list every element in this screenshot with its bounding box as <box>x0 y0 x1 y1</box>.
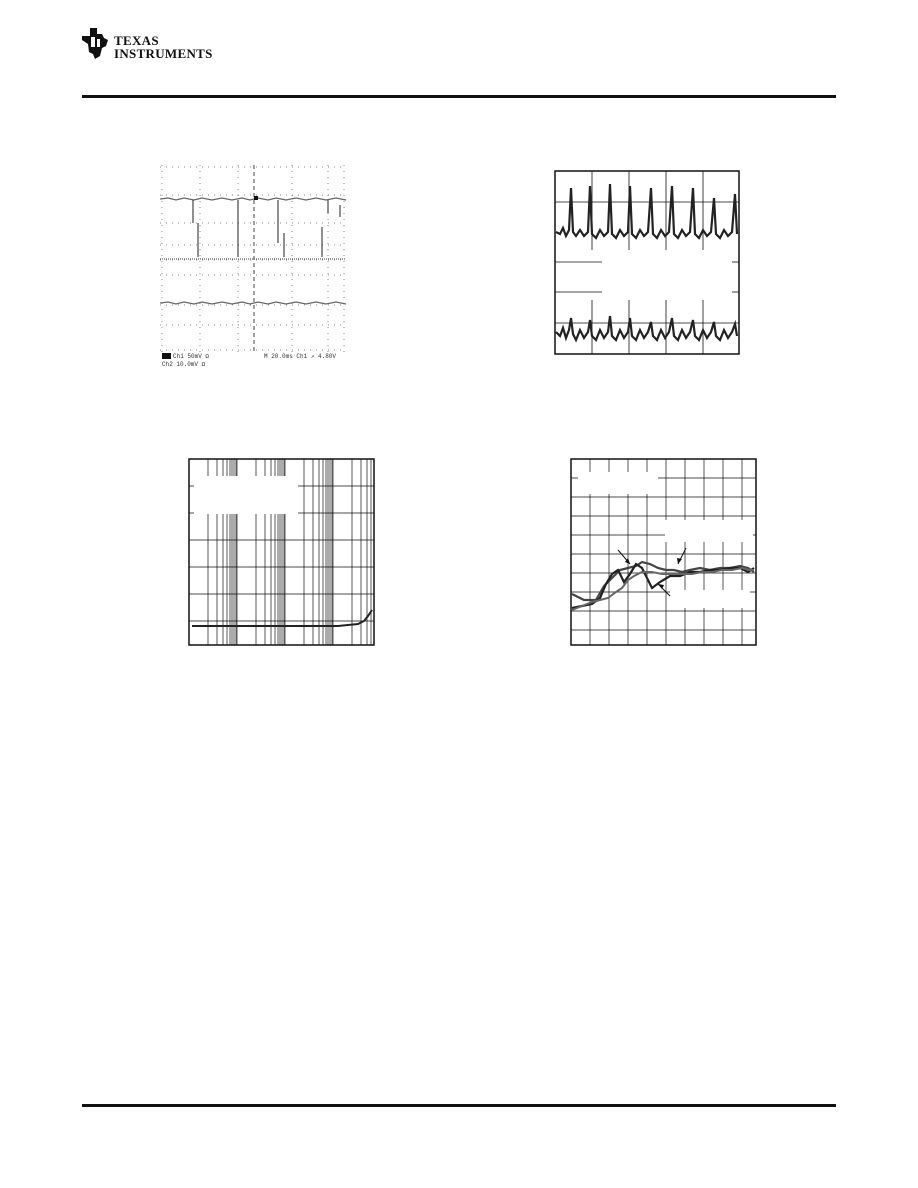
brand-line-2: INSTRUMENTS <box>114 46 213 61</box>
scope-readout-ch1: Ch1 50mV Ω <box>173 353 210 360</box>
multi-curve-plot <box>570 458 760 648</box>
scope-readout-ch2: Ch2 10.0mV Ω <box>162 361 206 368</box>
spike-waveform-plot <box>554 170 744 356</box>
texas-instruments-logo <box>80 26 230 66</box>
brand-wordmark <box>114 34 213 60</box>
brand-line-1: TEXAS <box>114 33 159 48</box>
log-grid-plot <box>188 458 378 648</box>
oscilloscope-figure <box>160 165 350 370</box>
footer-rule <box>82 1104 836 1107</box>
ti-logo-icon <box>80 26 110 60</box>
header-rule <box>82 95 836 98</box>
oscilloscope-plot <box>160 165 350 370</box>
multi-curve-figure <box>570 458 760 648</box>
scope-readout-timebase: M 20.0ms Ch1 ↗ 4.80V <box>264 353 337 360</box>
log-grid-figure <box>188 458 378 648</box>
spike-waveform-figure <box>554 170 744 356</box>
